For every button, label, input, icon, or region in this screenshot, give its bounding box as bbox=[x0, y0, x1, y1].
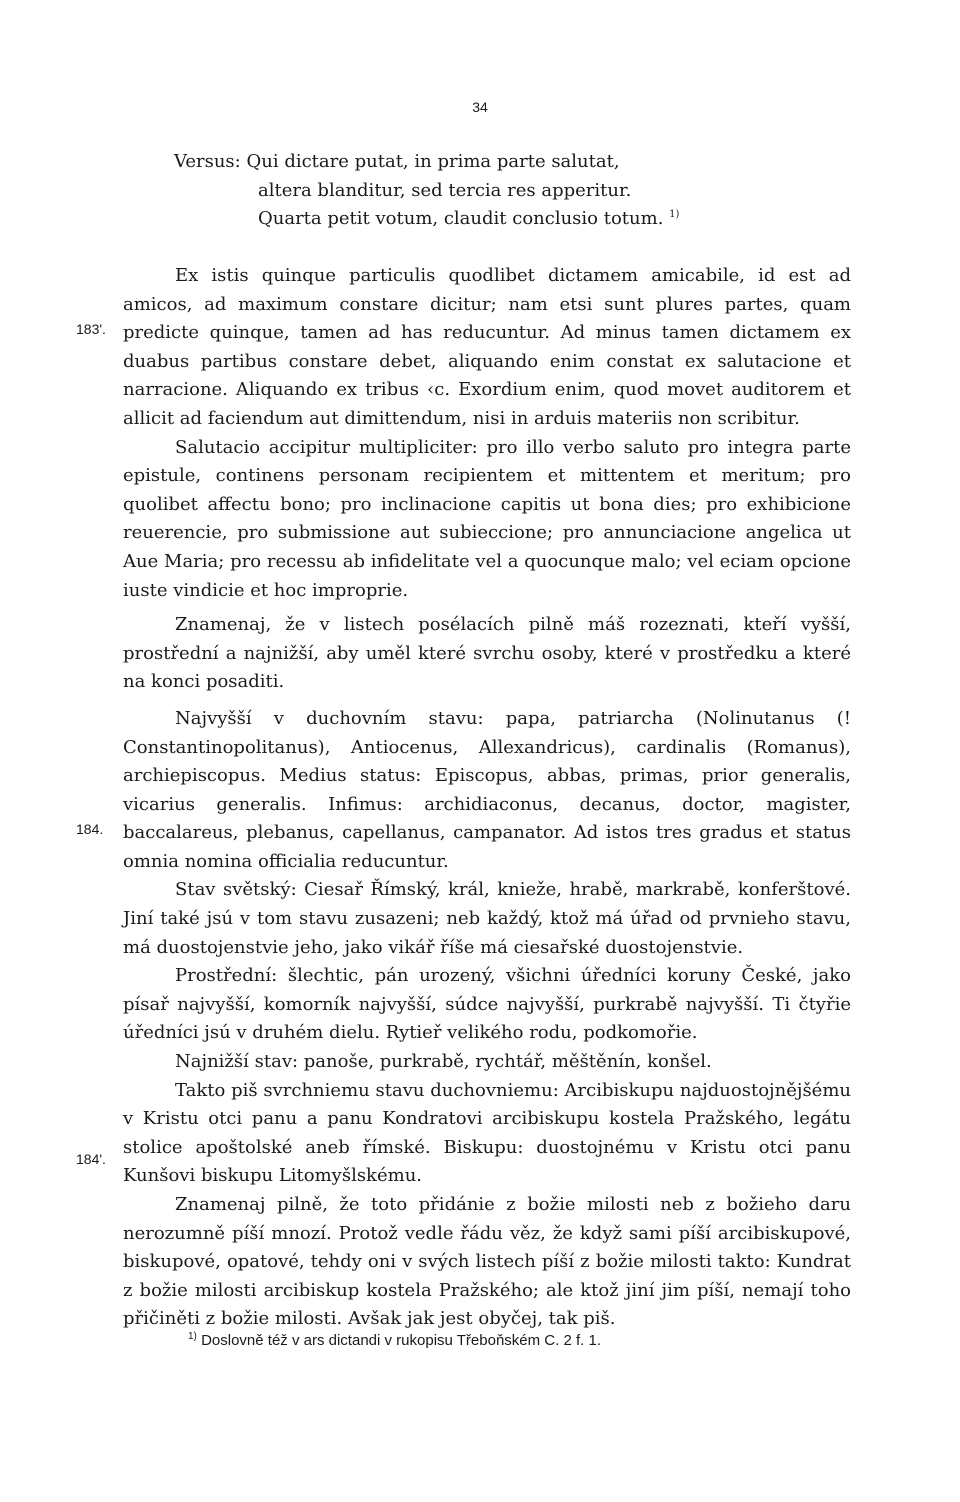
verse-line-2: altera blanditur, sed tercia res apperitur. bbox=[258, 179, 632, 201]
paragraph-4: Najvyšší v duchovním stavu: papa, patriarcha (Nolinutanus (! Constantinopolitanus), Antiocenus, Allexandricus), cardinalis (Romanus), archiepiscopus. Medius status: Episcopus, abbas, primas, prior generalis, vicarius generalis. Infimus: archidiaconus, decanus, doctor, magister, baccalareus, plebanus, capellanus, campanator. Ad istos tres gradus et status omnia nomina officialia reducuntur. bbox=[123, 707, 851, 872]
footnote-reference: 1) bbox=[669, 209, 680, 221]
verse-block bbox=[174, 148, 679, 234]
verse-line-3 bbox=[174, 205, 679, 234]
verse-label: Versus: bbox=[174, 151, 241, 172]
paragraph-2: Salutacio accipitur multipliciter: pro illo verbo saluto pro integra parte epistule, continens personam recipientem et mittentem et meritum; pro quolibet affectu bono; pro inclinacione capitis ut bona dies; pro exhibicione reuerencie, pro submissione aut subieccione; pro annunciacione angelica ut Aue Maria; pro recessu ab infidelitate vel a quocunque malo; vel eciam opcione iuste vindicie et hoc improprie. bbox=[123, 436, 851, 601]
paragraph-8: Takto piš svrchniemu stavu duchovniemu: Arcibiskupu najduostojnějšému v Kristu otci panu a panu Kondratovi arcibiskupu kostela Pražského, legátu stolice apoštolské aneb římské. Biskupu: duostojnému v Kristu otci panu Kunšovi biskupu Litomyšlskému. bbox=[123, 1079, 851, 1187]
paragraph-9: Znamenaj pilně, že toto přidánie z božie milosti neb z božieho daru nerozumně píší mnozí. Protož vedle řádu věz, že když sami píší arcibiskupové, biskupové, opatové, tehdy oni v svých listech píší z božie milosti takto: Kundrat z božie milosti arcibiskup kostela Pražského; ale ktož jiní jim píší, nemají toho přičiněti z božie milosti. Avšak jak jest obyčej, tak piš. bbox=[123, 1194, 851, 1330]
footnote-text: Doslovně též v ars dictandi v rukopisu Třeboňském C. 2 f. 1. bbox=[201, 1332, 601, 1349]
paragraph-3: Znamenaj, že v listech posélacích pilně máš rozeznati, kteří vyšší, prostřední a najnižší, aby uměl které svrchu osoby, které v prostředku a které na konci posaditi. bbox=[123, 614, 851, 693]
margin-note-184b: 184'. bbox=[76, 1151, 106, 1167]
page-number: 34 bbox=[472, 99, 488, 115]
footnote bbox=[188, 1332, 601, 1349]
verse-text-3: Quarta petit votum, claudit conclusio totum. bbox=[258, 208, 664, 230]
paragraph-6: Prostřední: šlechtic, pán urozený, všichni úředníci koruny České, jako písař najvyšší, komorník najvyšší, súdce najvyšší, purkrabě najvyšší. Ti čtyřie úředníci jsú v druhém dielu. Rytieř velikého rodu, podkomořie. bbox=[123, 965, 851, 1044]
main-text bbox=[123, 262, 851, 1334]
verse-line-1 bbox=[174, 148, 679, 177]
verse-text-1: Qui dictare putat, in prima parte salutat, bbox=[246, 151, 620, 172]
footnote-marker: 1) bbox=[188, 1331, 197, 1342]
paragraph-5: Stav světský: Ciesař Římský, král, knieže, hrabě, markrabě, konferštové. Jiní také jsú v tom stavu zusazeni; neb každý, ktož má úřad od prvnieho stavu, má duostojenstvie jeho, jako vikář říše má ciesařské duostojenstvie. bbox=[123, 879, 851, 958]
paragraph-1: Ex istis quinque particulis quodlibet dictamem amicabile, id est ad amicos, ad maximum constare dicitur; nam etsi sunt plures partes, quam predicte quinque, tamen ad has reducuntur. Ad minus tamen dictamem ex duabus partibus constare debet, aliquando enim constat ex salutacione et narracione. Aliquando ex tribus ‹c. Exordium enim, quod movet auditorem et allicit ad faciendum aut dimittendum, nisi in arduis materiis non scribitur. bbox=[123, 265, 851, 429]
margin-note-183: 183'. bbox=[76, 321, 106, 337]
margin-note-184: 184. bbox=[76, 821, 104, 837]
paragraph-7: Najnižší stav: panoše, purkrabě, rychtář, měštěnín, konšel. bbox=[175, 1051, 712, 1073]
